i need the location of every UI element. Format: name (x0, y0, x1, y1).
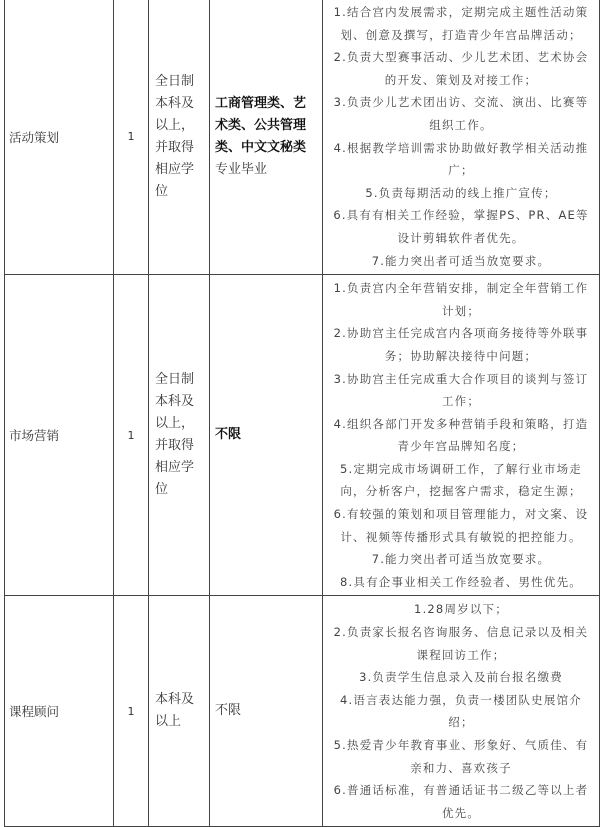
duty-item: 7.能力突出者可适当放宽要求。 (371, 552, 551, 567)
count-cell (114, 0, 149, 275)
major-cell (210, 596, 323, 827)
position-cell (5, 275, 114, 596)
duties-cell (323, 596, 600, 827)
duty-item: 3.协助宫主任完成重大合作项目的谈判与签订工作； (333, 371, 589, 409)
duty-item: 1.28周岁以下； (414, 602, 508, 617)
duties-cell (323, 275, 600, 596)
major-bold: 不限 (215, 427, 242, 443)
major-rest: 专业毕业 (215, 161, 268, 177)
job-table (4, 0, 600, 827)
table-row (5, 596, 600, 827)
duty-item: 4.根据教学培训需求协助做好教学相关活动推广； (333, 140, 589, 178)
duty-item: 5.定期完成市场调研工作，了解行业市场走向，分析客户，挖掘客户需求，稳定生源； (340, 461, 582, 499)
headcount: 1 (127, 704, 135, 718)
duty-item: 3.负责少儿艺术团出访、交流、演出、比赛等组织工作。 (333, 95, 589, 132)
education-requirement: 本科及以上 (155, 692, 195, 730)
position-name: 活动策划 (9, 129, 60, 145)
duty-item: 6.普通话标准，有普通话证书二级乙等以上者优先。 (333, 783, 589, 820)
count-cell (114, 596, 149, 827)
duty-item: 4.语言表达能力强，负责一楼团队史展馆介绍； (340, 692, 582, 730)
education-cell (149, 275, 210, 596)
position-cell (5, 596, 114, 827)
duty-item: 4.组织各部门开发多种营销手段和策略，打造青少年宫品牌知名度； (333, 416, 589, 454)
duties-cell (323, 0, 600, 275)
major-cell (210, 0, 323, 275)
duty-item: 8.具有企事业相关工作经验者、男性优先。 (340, 574, 582, 589)
headcount: 1 (127, 428, 135, 442)
major-rest: 不限 (215, 703, 242, 719)
major-cell (210, 275, 323, 596)
duty-item: 2.负责大型赛事活动、少儿艺术团、艺术协会的开发、策划及对接工作； (333, 50, 589, 87)
duty-item: 5.负责每期活动的线上推广宣传； (365, 185, 557, 200)
count-cell (114, 275, 149, 596)
table-row (5, 0, 600, 275)
major-bold: 工商管理类、艺术类、公共管理类、中文文秘类 (215, 95, 307, 155)
duty-item: 1.结合宫内发展需求，定期完成主题性活动策划、创意及撰写，打造青少年宫品牌活动； (333, 5, 589, 42)
duty-item: 6.具有有相关工作经验，掌握PS、PR、AE等设计剪辑软件者优先。 (333, 208, 589, 245)
position-name: 市场营销 (9, 428, 60, 444)
education-cell (149, 0, 210, 275)
duty-item: 2.协助宫主任完成宫内各项商务接待等外联事务；协助解决接待中问题； (333, 326, 589, 363)
education-cell (149, 596, 210, 827)
duty-item: 6.有较强的策划和项目管理能力，对文案、设计、视频等传播形式具有敏锐的把控能力。 (333, 507, 589, 544)
position-name: 课程顾问 (9, 704, 60, 720)
position-cell (5, 0, 114, 275)
table-row (5, 275, 600, 596)
duty-item: 7.能力突出者可适当放宽要求。 (371, 253, 551, 268)
duty-item: 3.负责学生信息录入及前台报名缴费 (359, 670, 563, 685)
education-requirement: 全日制本科及以上，并取得相应学位 (155, 372, 195, 498)
duty-item: 5.热爱青少年教育事业、形象好、气质佳、有亲和力、喜欢孩子 (333, 738, 589, 775)
duty-item: 2.负责家长报名咨询服务、信息记录以及相关课程回访工作； (333, 625, 589, 662)
duty-item: 1.负责宫内全年营销安排，制定全年营销工作计划； (333, 281, 589, 318)
education-requirement: 全日制本科及以上，并取得相应学位 (155, 73, 195, 199)
headcount: 1 (127, 130, 135, 144)
